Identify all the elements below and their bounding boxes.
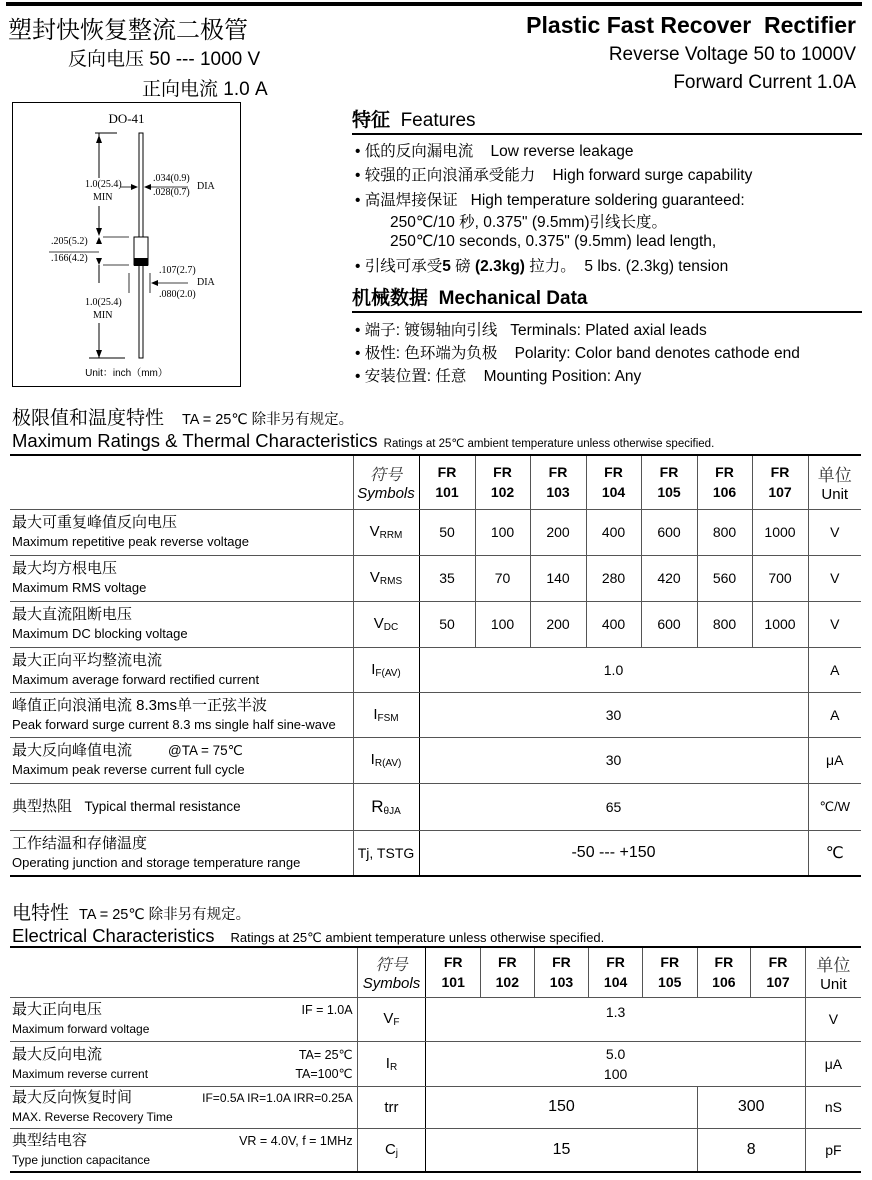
electrical-table [10, 946, 861, 1173]
symbol: $V_F$ [357, 997, 426, 1041]
feature-en: High forward surge capability [552, 167, 753, 184]
section-note-cn: TA = 25℃ 除非另有规定。 [79, 907, 251, 923]
param-cn: 工作结温和存储温度 [12, 834, 148, 852]
value-cell: 70 [475, 555, 530, 601]
symbol: $I_R$ [357, 1041, 426, 1086]
part-header: FR 105 [642, 947, 697, 997]
symbol: $R_{\theta JA}$ [353, 783, 419, 830]
param-cn: 最大反向电流 [12, 1045, 103, 1063]
param-condition: IF=0.5A IR=1.0A IRR=0.25A [202, 1091, 353, 1105]
unit-cell: V [808, 555, 861, 601]
table-row [10, 1128, 861, 1172]
param-en: MAX. Reverse Recovery Time [12, 1110, 173, 1124]
mechanical-heading [352, 283, 862, 313]
mechanical-item [355, 341, 800, 363]
value-cell: 15 [426, 1128, 697, 1172]
feature-en: Low reverse leakage [490, 143, 634, 160]
table-row [10, 997, 861, 1041]
table-row [10, 601, 861, 647]
table-row [10, 647, 861, 692]
feature-subline: 250℃/10 seconds, 0.375" (9.5mm) lead length, [390, 233, 717, 250]
table-row [10, 737, 861, 783]
part-header: FR 102 [475, 455, 530, 509]
param-cn: 最大正向平均整流电流 [12, 651, 163, 669]
arrow-icon [96, 135, 102, 143]
mechanical-cn: • 极性: 色环端为负极 [355, 345, 498, 362]
value-cell: 35 [419, 555, 475, 601]
section-note-en: Ratings at 25℃ ambient temperature unless otherwise specified. [383, 438, 715, 450]
max-ratings-title-en [12, 430, 714, 452]
param-en: Maximum reverse current [12, 1066, 149, 1081]
section-note-en: Ratings at 25℃ ambient temperature unless otherwise specified. [230, 930, 605, 945]
feature-en: High temperature soldering guaranteed: [470, 192, 745, 209]
feature-cn: • 高温焊接保证 [355, 192, 458, 209]
param-cn: 最大可重复峰值反向电压 [12, 514, 178, 531]
param-en: Maximum forward voltage [12, 1022, 150, 1036]
symbol: $I_{F(AV)}$ [353, 647, 419, 692]
mechanical-en: Polarity: Color band denotes cathode end [514, 345, 800, 362]
mechanical-cn: • 端子: 镀锡轴向引线 [355, 322, 498, 339]
body-dia-label: DIA [197, 277, 215, 288]
value-cell: 420 [641, 555, 697, 601]
value-cell: 200 [530, 509, 586, 555]
param-condition: VR = 4.0V, f = 1MHz [239, 1133, 353, 1148]
package-name: DO-41 [108, 111, 145, 126]
features-heading-cn: 特征 [352, 110, 391, 131]
max-ratings-title-cn [12, 403, 353, 430]
table-row [10, 1086, 861, 1128]
unit-header: 单位 Unit [805, 947, 861, 997]
table-row [10, 509, 861, 555]
param-condition: IF = 1.0A [301, 1003, 353, 1017]
param-cn: 最大正向电压 [12, 1001, 103, 1018]
feature-item [355, 254, 728, 276]
feature-item [355, 188, 745, 210]
feature-cn: • 引线可承受 [355, 258, 443, 275]
symbols-header: 符号 Symbols [353, 455, 419, 509]
body-length-max: .205(5.2) [51, 236, 88, 247]
table-row [10, 555, 861, 601]
lead-dia-max: .034(0.9) [153, 173, 190, 184]
value-cell: 1000 [752, 601, 808, 647]
top-rule [6, 2, 862, 6]
value-cell: 400 [586, 509, 641, 555]
symbols-header: 符号 Symbols [357, 947, 426, 997]
lead-length-bottom-min: MIN [93, 310, 113, 321]
symbol: $C_j$ [357, 1128, 426, 1172]
value-cell: 8 [697, 1128, 805, 1172]
table-header-row [10, 947, 861, 997]
unit-cell: V [805, 997, 861, 1041]
symbol: $I_{R(AV)}$ [353, 737, 419, 783]
part-header: FR 104 [589, 947, 643, 997]
arrow-icon [96, 350, 102, 358]
cathode-band [134, 258, 148, 266]
param-cn: 最大反向峰值电流 [12, 742, 133, 759]
param-cn: 最大反向恢复时间 [12, 1089, 133, 1106]
unit-cell: A [808, 647, 861, 692]
value-cell: 30 [419, 692, 808, 737]
part-header: FR 104 [586, 455, 641, 509]
value-cell: 200 [530, 601, 586, 647]
part-header: FR 105 [641, 455, 697, 509]
forward-current-cn: 正向电流 1.0 A [142, 79, 268, 100]
lead-length-bottom: 1.0(25.4) [85, 297, 122, 308]
unit-cell: V [808, 509, 861, 555]
part-header: FR 101 [419, 455, 475, 509]
feature-cn-bold: (2.3kg) [474, 258, 525, 275]
reverse-voltage-cn: 反向电压 50 --- 1000 V [68, 49, 261, 70]
feature-cn: 拉力。 [524, 258, 576, 275]
part-header: FR 106 [697, 947, 751, 997]
unit-note: Unit：inch（mm） [85, 368, 168, 379]
max-ratings-table [10, 454, 861, 877]
unit-cell: μA [805, 1041, 861, 1086]
param-en: Operating junction and storage temperature range [12, 854, 301, 870]
section-note-cn: TA = 25℃ 除非另有规定。 [182, 412, 354, 428]
mechanical-en: Terminals: Plated axial leads [510, 322, 707, 339]
feature-cn-bold: 5 [442, 258, 456, 275]
param-cn: 最大均方根电压 [12, 560, 118, 577]
package-outline-drawing [12, 102, 241, 387]
table-header-row [10, 455, 861, 509]
value-cell: 1.0 [419, 647, 808, 692]
param-en: Peak forward surge current 8.3 ms single half sine-wave [12, 716, 336, 732]
unit-cell: A [808, 692, 861, 737]
param-en: Type junction capacitance [12, 1152, 151, 1167]
value-cell: 1.3 [426, 997, 805, 1041]
mechanical-en: Mounting Position: Any [483, 368, 642, 385]
unit-cell: pF [805, 1128, 861, 1172]
feature-en: 5 lbs. (2.3kg) tension [584, 258, 729, 275]
value-cell: 300 [697, 1086, 805, 1128]
title-cn: 塑封快恢复整流二极管 [8, 16, 248, 44]
feature-cn: • 低的反向漏电流 [355, 143, 474, 160]
symbol: trr [357, 1086, 426, 1128]
table-row [10, 692, 861, 737]
feature-item [355, 139, 634, 161]
section-title-cn: 电特性 [12, 903, 70, 924]
value-cell: -50 --- +150 [419, 830, 808, 876]
param-condition: TA= 25℃ [298, 1047, 353, 1062]
part-header: FR 107 [752, 455, 808, 509]
title-en: Plastic Fast Recover Rectifier [526, 12, 856, 38]
lead-dia-label: DIA [197, 181, 215, 192]
param-en: Maximum RMS voltage [12, 580, 147, 595]
symbol: $V_{RMS}$ [353, 555, 419, 601]
unit-cell: nS [805, 1086, 861, 1128]
param-en: Maximum repetitive peak reverse voltage [12, 534, 249, 549]
reverse-voltage-en: Reverse Voltage 50 to 1000V [608, 44, 856, 65]
value-cell: 800 [697, 601, 752, 647]
param-en: Maximum peak reverse current full cycle [12, 762, 245, 777]
lead-dia-min: .028(0.7) [153, 187, 190, 198]
value-cell: 140 [530, 555, 586, 601]
electrical-title-en [12, 925, 604, 947]
forward-current-en: Forward Current 1.0A [673, 72, 856, 93]
param-en: Maximum average forward rectified current [12, 671, 260, 687]
value-cell: 280 [586, 555, 641, 601]
value-cell: 50 [419, 601, 475, 647]
symbol: $I_{FSM}$ [353, 692, 419, 737]
feature-subline: 250℃/10 秒, 0.375" (9.5mm)引线长度。 [390, 214, 668, 231]
value-cell: 600 [641, 509, 697, 555]
value-cell: 800 [697, 509, 752, 555]
param-cn: 典型结电容 [12, 1131, 88, 1149]
body-dia-max: .107(2.7) [159, 265, 196, 276]
features-heading-en: Features [400, 110, 476, 131]
lead-length-top-min: MIN [93, 192, 113, 203]
param-cn: 最大直流阻断电压 [12, 606, 133, 623]
symbol: $V_{RRM}$ [353, 509, 419, 555]
value-cell: 50 [419, 509, 475, 555]
mechanical-cn: • 安装位置: 任意 [355, 368, 467, 385]
do41-diagram [13, 103, 242, 388]
value-cell: 100 [475, 509, 530, 555]
value-cell: 150 [426, 1086, 697, 1128]
param-en: Maximum DC blocking voltage [12, 626, 188, 641]
value-cell: 400 [586, 601, 641, 647]
section-title-en: Electrical Characteristics [12, 925, 215, 946]
feature-item [355, 163, 752, 185]
mechanical-heading-en: Mechanical Data [438, 288, 588, 309]
mechanical-heading-cn: 机械数据 [352, 288, 429, 309]
symbol: $V_{DC}$ [353, 601, 419, 647]
lead-length-top: 1.0(25.4) [85, 179, 122, 190]
body-length-min: .166(4.2) [51, 253, 88, 264]
table-row [10, 830, 861, 876]
part-header: FR 103 [534, 947, 589, 997]
unit-cell: ℃ [808, 830, 861, 876]
value-cell: 30 [419, 737, 808, 783]
electrical-title-cn [12, 898, 250, 925]
value-cell: 700 [752, 555, 808, 601]
part-header: FR 106 [697, 455, 752, 509]
param-en: Typical thermal resistance [84, 798, 241, 814]
mechanical-item [355, 364, 641, 386]
part-header: FR 101 [426, 947, 481, 997]
param-cn: 峰值正向浪涌电流 8.3ms单一正弦半波 [12, 696, 268, 714]
symbol: Tj, TSTG [353, 830, 419, 876]
unit-cell: μA [808, 737, 861, 783]
arrow-icon [96, 228, 102, 236]
mechanical-item [355, 318, 707, 340]
unit-cell: ℃/W [808, 783, 861, 830]
table-row [10, 1041, 861, 1086]
section-title-en: Maximum Ratings & Thermal Characteristics [12, 430, 378, 451]
features-heading [352, 105, 862, 135]
value-cell: 600 [641, 601, 697, 647]
value-cell: 100 [475, 601, 530, 647]
part-header: FR 102 [481, 947, 535, 997]
body-dia-min: .080(2.0) [159, 289, 196, 300]
value-cell: 560 [697, 555, 752, 601]
unit-cell: V [808, 601, 861, 647]
value-cell: 5.0 100 [426, 1041, 805, 1086]
table-row [10, 783, 861, 830]
value-cell: 65 [419, 783, 808, 830]
unit-header: 单位 Unit [808, 455, 861, 509]
param-condition: @TA = 75℃ [168, 743, 243, 758]
feature-cn: 磅 [455, 258, 475, 275]
section-title-cn: 极限值和温度特性 [12, 408, 165, 429]
part-header: FR 103 [530, 455, 586, 509]
param-condition: TA=100℃ [295, 1066, 353, 1081]
feature-cn: • 较强的正向浪涌承受能力 [355, 167, 536, 184]
value-cell: 1000 [752, 509, 808, 555]
part-header: FR 107 [751, 947, 806, 997]
param-cn: 典型热阻 [12, 797, 73, 815]
